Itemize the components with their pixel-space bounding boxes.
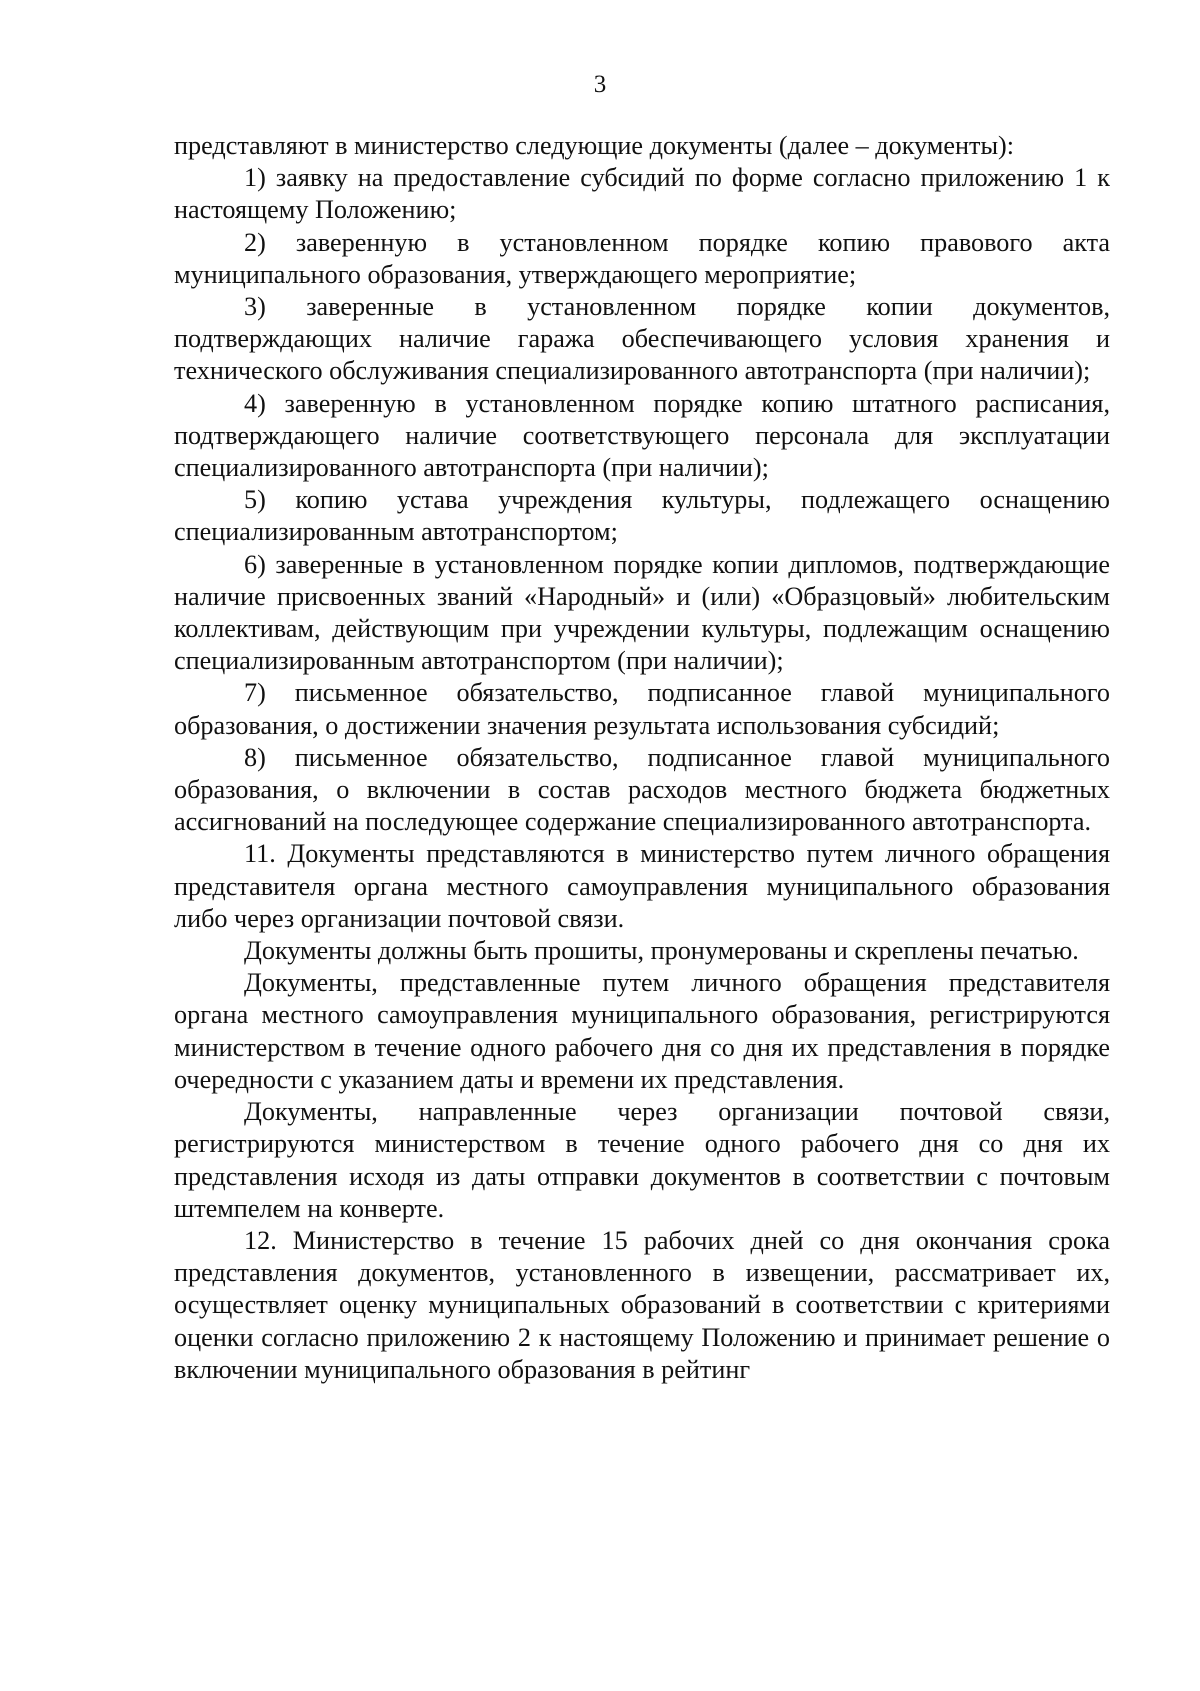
paragraph-binding: Документы должны быть прошиты, пронумерованы и скреплены печатью. — [244, 936, 1079, 966]
document-body — [174, 130, 1110, 1386]
clause-11: 11. Документы представляются в министерство путем личного обращения представителя органа местного самоуправления муниципального образования либо через организации почтовой связи. — [174, 839, 1110, 933]
clause-12: 12. Министерство в течение 15 рабочих дней со дня окончания срока представления документов, установленного в извещении, рассматривает их, осуществляет оценку муниципальных образований в соответствии с критериями оценки согласно приложению 2 к настоящему Положению и принимает решение о включении муниципального образования в рейтинг — [174, 1225, 1110, 1384]
list-item-1: 1) заявку на предоставление субсидий по форме согласно приложению 1 к настоящему Положению; — [174, 163, 1110, 225]
list-item-6: 6) заверенные в установленном порядке копии дипломов, подтверждающие наличие присвоенных званий «Народный» и (или) «Образцовый» любительским коллективам, действующим при учреждении культуры, подлежащим оснащению специализированным автотранспортом (при наличии); — [174, 549, 1110, 676]
list-item-4: 4) заверенную в установленном порядке копию штатного расписания, подтверждающего наличие соответствующего персонала для эксплуатации специализированного автотранспорта (при наличии); — [174, 388, 1110, 483]
list-item-8: 8) письменное обязательство, подписанное главой муниципального образования, о включении в состав расходов местного бюджета бюджетных ассигнований на последующее содержание специализированного автотранспорта. — [174, 742, 1110, 837]
paragraph-postal-submission: Документы, направленные через организации почтовой связи, регистрируются министерством в течение одного рабочего дня со дня их представления исходя из даты отправки документов в соответствии с почтовым штемпелем на конверте. — [174, 1097, 1110, 1223]
list-item-3: 3) заверенные в установленном порядке копии документов, подтверждающих наличие гаража обеспечивающего условия хранения и технического обслуживания специализированного автотранспорта (при наличии); — [174, 292, 1110, 386]
page-number: 3 — [593, 71, 607, 98]
list-item-5: 5) копию устава учреждения культуры, подлежащего оснащению специализированным автотранспортом; — [174, 485, 1110, 547]
list-item-7: 7) письменное обязательство, подписанное главой муниципального образования, о достижении значения результата использования субсидий; — [174, 678, 1110, 740]
list-item-2: 2) заверенную в установленном порядке копию правового акта муниципального образования, утверждающего мероприятие; — [174, 227, 1110, 289]
paragraph-personal-submission: Документы, представленные путем личного обращения представителя органа местного самоуправления муниципального образования, регистрируются министерством в течение одного рабочего дня со дня их представления в порядке очередности с указанием даты и времени их представления. — [174, 968, 1110, 1094]
paragraph-intro: представляют в министерство следующие документы (далее – документы): — [174, 131, 1015, 160]
